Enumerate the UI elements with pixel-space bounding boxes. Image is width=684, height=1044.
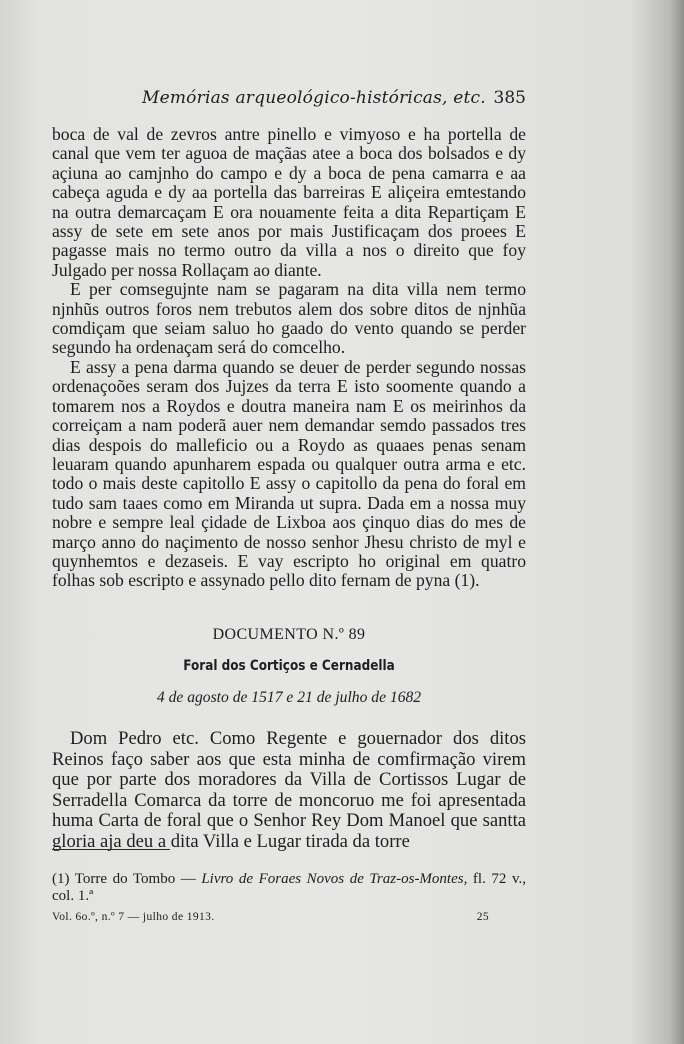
footnote-prefix: (1) Torre do Tombo — [52, 871, 202, 887]
sheet-signature: 25 [476, 911, 489, 923]
main-text [52, 125, 526, 853]
footnote-divider [52, 849, 170, 850]
paragraph: E per comsegujnte nam se pagaram na dita villa nem termo njnhũs outros foros nem trebutos alem dos sobre ditos de njnhũa comdiçam que seiam saluo ho gaado do vento quando se perder segundo ha ordenaçam será do comcelho. [52, 279, 526, 358]
document-dates: 4 de agosto de 1517 e 21 de julho de 1682 [156, 688, 422, 706]
document-body-paragraph: Dom Pedro etc. Como Regente e gouernador dos ditos Reinos faço saber aos que esta minha de comfirmação virem que por parte dos moradores da Villa de Cortissos Lugar de Serradella Comarca da torre de moncoruo me foi apresentada huma Carta de foral que o Senhor Rey Dom Manoel que santta gloria aja deu a dita Villa e Lugar tirada da torre [52, 727, 526, 852]
paragraph: E assy a pena darma quando se deuer de perder segundo nossas ordenaçoões seram dos Jujzes da terra E isto soomente quando a tomarem nos a Roydos e doutra maneira nam E os meirinhos da correiçam a nam poderã auer nem demandar semdo passados tres dias despois do malleficio ou a Roydo as quaaes penas senam leuaram quando apunharem espada ou qualquer outra arma e etc. todo o mais deste capitollo E assy o capitollo da pena do foral em tudo sam taaes como em Miranda ut supra. Dada em a nossa muy nobre e sempre leal çidade de Lixboa aos çinquo dias do mes de março anno do naçimento de nosso senhor Jhesu christo de myl e quynhemtos e dezaseis. E vay escripto ho original em quatro folhas sob escripto e assynado pello dito fernam de pyna (1). [52, 356, 526, 591]
paragraph: boca de val de zevros antre pinello e vimyoso e ha portella de canal que vem ter aguoa de maçãas atee a boca dos bolsados e dy açiuna ao camjnho do campo e dy a boca de pena camarra e aa cabeça aguda e dy aa portella das barreiras E aliçeira emtestando na outra demarcaçam E ora nouamente feita a dita Repartiçam E assy de sete em sete anos por mais Justificaçam dos proees E pagasse mais no termo outro da villa a nos o direito que foy Julgado per nossa Rollaçam ao diante. [52, 124, 526, 280]
footnote-suffix: fl. 72 v., col. 1.ª [52, 871, 526, 904]
footnote [52, 871, 526, 905]
page-number: 385 [493, 88, 526, 108]
document-heading: DOCUMENTO N.º 89 [212, 625, 366, 643]
footnote-reference: Livro de Foraes Novos de Traz-os-Montes, [201, 871, 468, 887]
signature-line [52, 911, 489, 923]
volume-info: Vol. 6o.º, n.º 7 — julho de 1913. [52, 911, 215, 923]
document-title: Foral dos Cortiços e Cernadella [183, 658, 395, 675]
running-title: Memórias arqueológico-históricas, etc. [142, 88, 486, 108]
